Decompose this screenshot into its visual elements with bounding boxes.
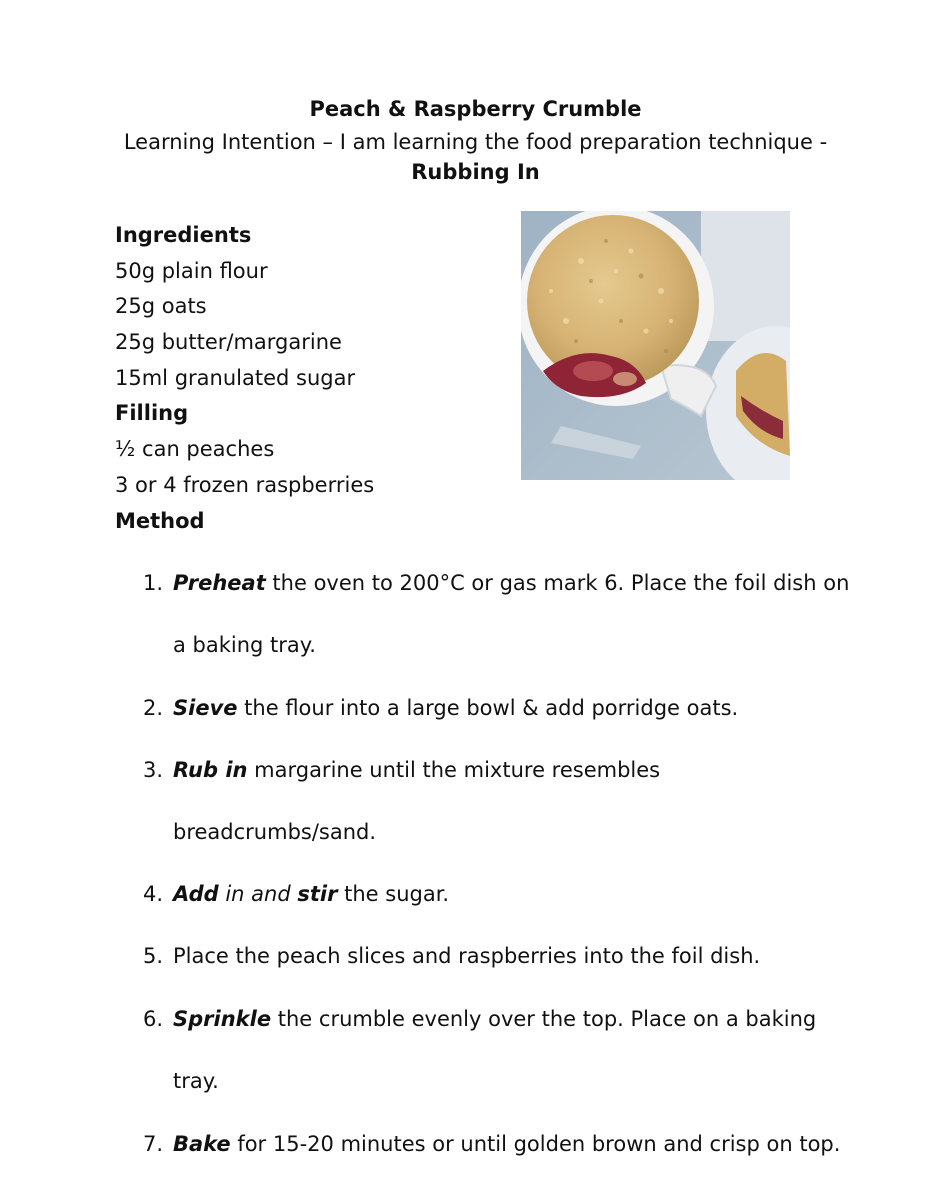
step-verb-2: stir [297,882,338,906]
step-6-line-2: tray. [173,1069,219,1093]
step-verb: Sieve [173,696,238,720]
step-6-line-1 [173,1006,816,1032]
step-number: 4. [143,882,164,906]
ingredients-heading: Ingredients [115,223,252,247]
step-4-line-1 [173,881,449,907]
step-verb: Add [173,882,219,906]
learning-intention: Learning Intention – I am learning the food preparation technique - [123,130,828,154]
step-text: the oven to 200°C or gas mark 6. Place the foil dish on [265,571,850,595]
step-text: the flour into a large bowl & add porridge oats. [237,696,739,720]
ingredient-item: 25g butter/margarine [115,330,342,355]
step-text: margarine until the mixture resembles [247,758,661,782]
step-3-line-1 [173,757,660,783]
step-text: the crumble evenly over the top. Place on a baking [271,1007,817,1031]
ingredient-item: 25g oats [115,294,207,319]
step-text-italic: in and [218,882,298,906]
step-text: for 15-20 minutes or until golden brown and crisp on top. [230,1132,841,1156]
step-text: the sugar. [337,882,450,906]
ingredient-item: 50g plain flour [115,258,268,283]
recipe-title: Peach & Raspberry Crumble [309,97,642,121]
step-number: 3. [143,758,164,782]
filling-heading: Filling [115,401,189,426]
step-verb: Sprinkle [173,1007,272,1031]
ingredient-item: 15ml granulated sugar [115,365,356,390]
step-verb: Bake [173,1132,231,1156]
technique-name: Rubbing In [411,160,540,184]
method-heading: Method [115,508,205,533]
step-number: 2. [143,696,164,720]
step-3-line-2: breadcrumbs/sand. [173,820,377,844]
step-1-line-2: a baking tray. [173,633,316,657]
step-verb: Preheat [173,571,266,595]
step-7-line-1 [173,1131,840,1157]
step-5-line-1: Place the peach slices and raspberries into the foil dish. [173,944,761,968]
filling-item: ½ can peaches [115,437,275,462]
step-1-line-1 [173,570,849,596]
step-number: 5. [143,944,164,968]
step-number: 1. [143,571,164,595]
step-2-line-1 [173,695,738,721]
filling-item: 3 or 4 frozen raspberries [115,472,375,497]
step-verb: Rub in [173,758,248,782]
step-number: 6. [143,1007,164,1031]
step-number: 7. [143,1132,164,1156]
